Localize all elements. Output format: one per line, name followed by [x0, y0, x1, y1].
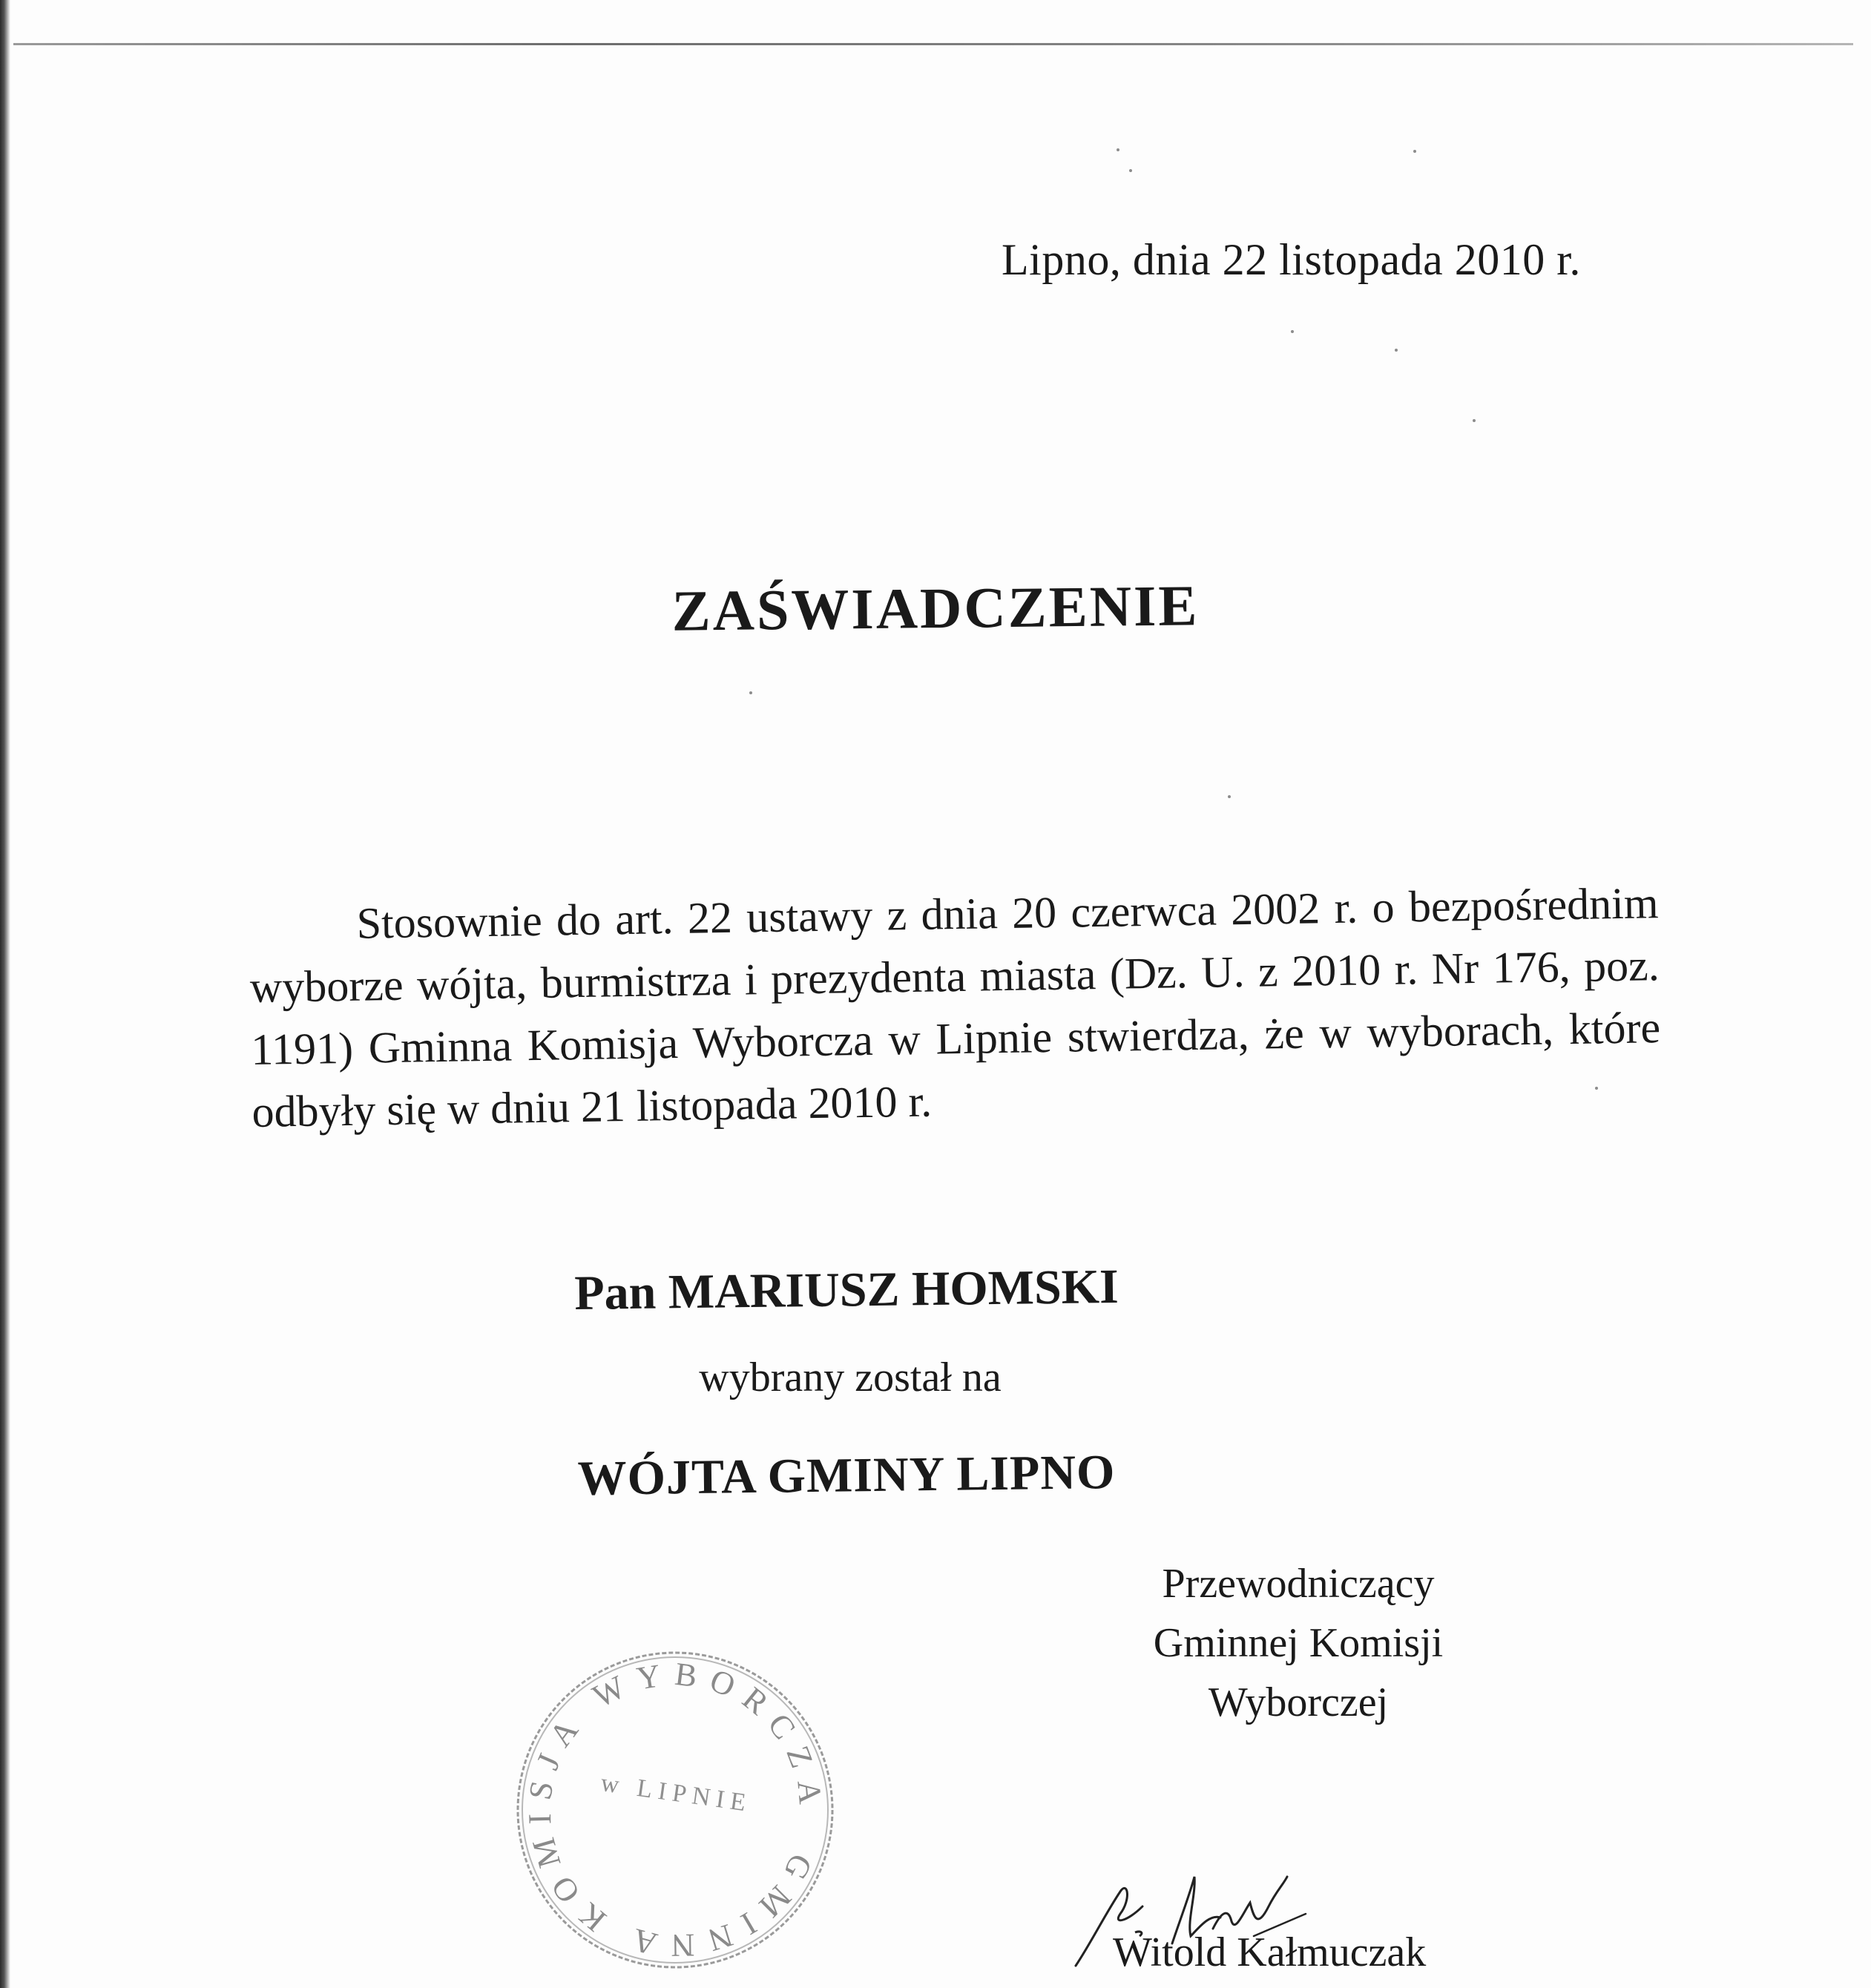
- official-stamp: [512, 1647, 838, 1973]
- signatory-role-line2: Gminnej Komisji Wyborczej: [1153, 1620, 1444, 1725]
- body-line: Stosownie do art. 22 ustawy z dnia 20 czerwca 2002 r. o bezpośrednim: [356, 878, 1659, 948]
- body-line: odbyły się w dniu 21 listopada 2010 r.: [251, 1076, 933, 1136]
- place-date: Lipno, dnia 22 listopada 2010 r.: [1002, 235, 1581, 284]
- body-line: wyborze wójta, burmistrza i prezydenta miasta (Dz. U. z 2010 r. Nr 176, poz.: [249, 941, 1660, 1012]
- scan-speck: [1395, 349, 1398, 352]
- scan-speck: [1473, 419, 1476, 422]
- elected-person: Pan MARIUSZ HOMSKI: [573, 1259, 1119, 1320]
- scan-edge-top: [13, 43, 1853, 45]
- body-paragraph: [249, 872, 1662, 1143]
- elected-phrase: wybrany został na: [699, 1355, 1002, 1401]
- office-title: WÓJTA GMINY LIPNO: [577, 1445, 1116, 1506]
- scan-speck: [1228, 795, 1231, 798]
- stamp-outer-path: GMINNA KOMISJA WYBORCZA: [521, 1655, 830, 1964]
- signatory-role-line1: Przewodniczący: [1162, 1561, 1435, 1607]
- scan-speck: [749, 691, 752, 694]
- scan-speck: [1291, 330, 1294, 333]
- document-title: ZAŚWIADCZENIE: [671, 573, 1200, 643]
- stamp-inner-text: w LIPNIE: [599, 1769, 754, 1818]
- scan-edge-left: [0, 0, 10, 1988]
- scan-speck: [1413, 150, 1416, 153]
- scan-speck: [1117, 148, 1119, 151]
- signatory-name: Witold Kałmuczak: [1113, 1929, 1427, 1975]
- scan-speck: [1129, 169, 1132, 172]
- signature-block: [1031, 1554, 1521, 1732]
- body-line: 1191) Gminna Komisja Wyborcza w Lipnie stwierdza, że w wyborach, które: [250, 1003, 1661, 1074]
- stamp-outer-arc-text: [512, 1647, 838, 1973]
